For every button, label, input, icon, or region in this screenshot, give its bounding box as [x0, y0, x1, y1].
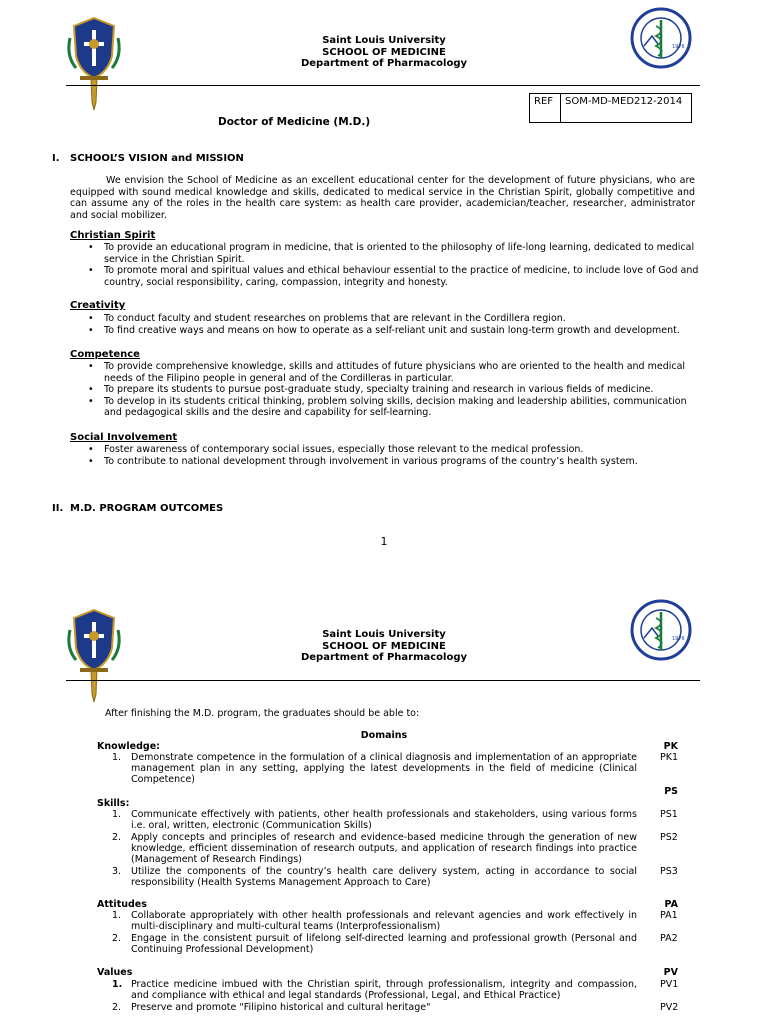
group-title-creativity: Creativity: [70, 300, 126, 311]
list-item: • To conduct faculty and student researches on problems that are relevant in the Cordillera region.: [86, 313, 700, 325]
outcome-code: PA1: [660, 910, 678, 921]
domain-values: Values: [97, 967, 133, 978]
domain-code-pa: PA: [664, 899, 678, 910]
university-name: Saint Louis University: [322, 629, 446, 640]
vision-paragraph: We envision the School of Medicine as an excellent educational center for the development of future physicians, who are equipped with sound medical knowledge and skills, dedicated to medical service in the Christian Spirit, globally competitive and can assume any of the roles in the health care system: as health care provider, academician/teacher, researcher, administrator and social mobilizer.: [70, 175, 695, 221]
group-title-social-involvement: Social Involvement: [70, 432, 178, 443]
department-name: Department of Pharmacology: [300, 652, 468, 663]
domain-attitudes: Attitudes: [97, 899, 147, 910]
outcome-code: PV1: [660, 979, 679, 990]
domain-code-pv: PV: [663, 967, 678, 978]
list-item: • To contribute to national development through involvement in various programs of the country’s health system.: [86, 456, 700, 468]
page2-header: [0, 629, 768, 664]
list-item: • To provide an educational program in medicine, that is oriented to the philosophy of life-long learning, dedicated to medical service in the Christian Spirit.: [86, 242, 700, 265]
social-involvement-list: [86, 444, 700, 467]
svg-text:1976: 1976: [672, 44, 685, 50]
domain-skills: Skills:: [97, 798, 130, 809]
list-item: • To provide comprehensive knowledge, skills and attitudes of future physicians who are oriented to the health and medical needs of the Filipino people in general and of the Cordilleras in particular.: [86, 361, 700, 384]
svg-text:1976: 1976: [672, 636, 685, 642]
outcome-item: 2. Preserve and promote "Filipino historical and cultural heritage": [112, 1002, 431, 1013]
outcome-item: 3. Utilize the components of the country’s health care delivery system, acting in accordance to social responsibility (Health Systems Management Approach to Care): [112, 866, 637, 888]
domain-code-pk: PK: [663, 741, 678, 752]
outcome-item: 2. Apply concepts and principles of research and evidence-based medicine through the generation of new knowledge, efficient dissemination of research outputs, and application of research findings into practice (Management of Research Findings): [112, 832, 637, 865]
outcome-item: 1. Collaborate appropriately with other health professionals and relevant agencies and work effectively in multi-disciplinary and multi-cultural teams (Interprofessionalism): [112, 910, 637, 932]
page1-header: [0, 35, 768, 70]
page-number: 1: [380, 535, 388, 548]
outcome-item: 1. Demonstrate competence in the formulation of a clinical diagnosis and implementation of an appropriate management plan in any setting, applying the latest developments in the field of medicine (Clinical Competence): [112, 752, 637, 785]
outcome-code: PS2: [660, 832, 678, 843]
ref-value: SOM-MD-MED212-2014: [565, 96, 683, 107]
list-item: • To prepare its students to pursue post-graduate study, specialty training and research in various fields of medicine.: [86, 384, 700, 396]
creativity-list: [86, 313, 700, 336]
section1-title: SCHOOL’S VISION and MISSION: [70, 153, 244, 164]
outcome-item: 1. Practice medicine imbued with the Christian spirit, through professionalism, integrity and compassion, and compliance with ethical and legal standards (Professional, Legal, and Ethical Practice): [112, 979, 637, 1001]
ref-box: [529, 93, 692, 123]
header-divider: [66, 85, 700, 86]
domains-title: Domains: [360, 730, 408, 741]
department-name: Department of Pharmacology: [300, 58, 468, 69]
group-title-christian-spirit: Christian Spirit: [70, 230, 156, 241]
list-item: • To find creative ways and means on how to operate as a self-reliant unit and sustain long-term growth and development.: [86, 325, 700, 337]
outcome-item: 1. Communicate effectively with patients, other health professionals and stakeholders, using various forms i.e. oral, written, electronic (Communication Skills): [112, 809, 637, 831]
outcome-item: 2. Engage in the consistent pursuit of lifelong self-directed learning and professional growth (Personal and Continuing Professional Development): [112, 933, 637, 955]
section2-number: II.: [52, 503, 64, 514]
school-name: SCHOOL OF MEDICINE: [322, 46, 446, 58]
outcomes-intro: After finishing the M.D. program, the graduates should be able to:: [105, 708, 420, 719]
outcome-code: PA2: [660, 933, 678, 944]
list-item: • Foster awareness of contemporary social issues, especially those relevant to the medical profession.: [86, 444, 700, 456]
list-item: • To promote moral and spiritual values and ethical behaviour essential to the practice of medicine, to include love of God and country, social responsibility, caring, compassion, integrity and honesty.: [86, 265, 700, 288]
domain-code-ps: PS: [664, 786, 678, 797]
school-name: SCHOOL OF MEDICINE: [322, 640, 446, 652]
outcome-code: PK1: [660, 752, 679, 763]
list-item: • To develop in its students critical thinking, problem solving skills, decision making and leadership abilities, communication and pedagogical skills and the desire and capability for self-learning.: [86, 396, 700, 419]
competence-list: [86, 361, 700, 419]
outcome-code: PS3: [660, 866, 678, 877]
degree-title: Doctor of Medicine (M.D.): [218, 116, 371, 128]
christian-spirit-list: [86, 242, 700, 288]
group-title-competence: Competence: [70, 349, 140, 360]
header-divider: [66, 680, 700, 681]
outcome-code: PS1: [660, 809, 678, 820]
ref-label: REF: [530, 94, 561, 122]
section1-number: I.: [52, 153, 60, 164]
outcome-code: PV2: [660, 1002, 679, 1013]
university-name: Saint Louis University: [322, 35, 446, 46]
section2-title: M.D. PROGRAM OUTCOMES: [70, 503, 224, 514]
domain-knowledge: Knowledge:: [97, 741, 160, 752]
